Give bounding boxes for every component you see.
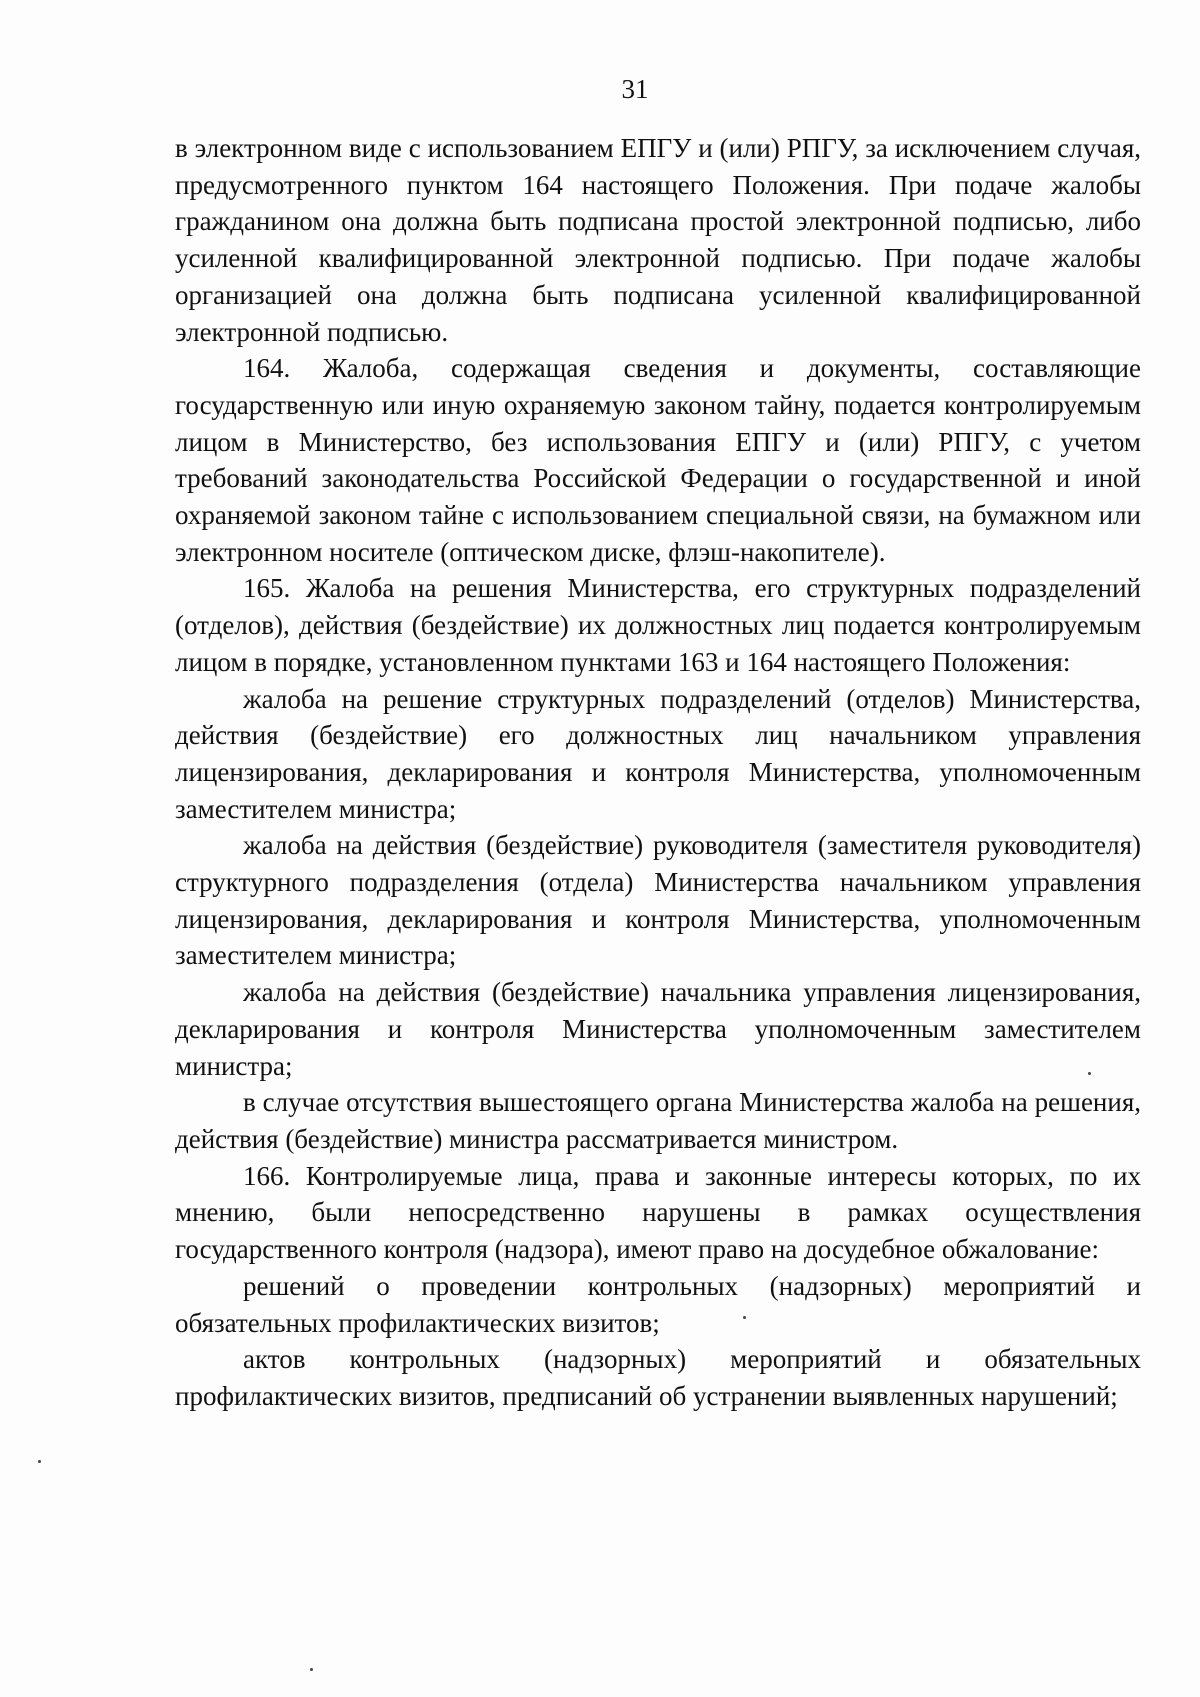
page-number: 31 bbox=[621, 74, 649, 104]
paragraph-164: 164. Жалоба, содержащая сведения и документы, составляющие государственную или иную охраняемую законом тайну, подается контролируемым лицом в Министерство, без использования ЕПГУ и (или) РПГУ, с учетом требований законодательства Российской Федерации о государственной и иной охраняемой законом тайне с использованием специальной связи, на бумажном или электронном носителе (оптическом диске, флэш-накопителе). bbox=[175, 353, 1141, 567]
scan-speck bbox=[743, 1316, 746, 1319]
document-body bbox=[175, 130, 1141, 1415]
scan-speck bbox=[38, 1460, 41, 1463]
paragraph-continuation: в электронном виде с использованием ЕПГУ и (или) РПГУ, за исключением случая, предусмотренного пунктом 164 настоящего Положения. При подаче жалобы гражданином она должна быть подписана простой электронной подписью, либо усиленной квалифицированной электронной подписью. При подаче жалобы организацией она должна быть подписана усиленной квалифицированной электронной подписью. bbox=[175, 133, 1141, 347]
list-item: решений о проведении контрольных (надзорных) мероприятий и обязательных профилактических визитов; bbox=[175, 1270, 1141, 1338]
list-item: актов контрольных (надзорных) мероприятий и обязательных профилактических визитов, предписаний об устранении выявленных нарушений; bbox=[175, 1344, 1141, 1411]
list-item: жалоба на действия (бездействие) руководителя (заместителя руководителя) структурного подразделения (отдела) Министерства начальником управления лицензирования, декларирования и контроля Министерства, уполномоченным заместителем министра; bbox=[175, 830, 1141, 971]
list-item: жалоба на решение структурных подразделений (отделов) Министерства, действия (бездействие) его должностных лиц начальником управления лицензирования, декларирования и контроля Министерства, уполномоченным заместителем министра; bbox=[175, 683, 1141, 824]
paragraph-166: 166. Контролируемые лица, права и законные интересы которых, по их мнению, были непосредственно нарушены в рамках осуществления государственного контроля (надзора), имеют право на досудебное обжалование: bbox=[175, 1160, 1141, 1265]
paragraph-165: 165. Жалоба на решения Министерства, его структурных подразделений (отделов), действия (бездействие) их должностных лиц подается контролируемым лицом в порядке, установленном пунктами 163 и 164 настоящего Положения: bbox=[175, 573, 1141, 677]
scan-speck bbox=[1088, 1072, 1091, 1075]
list-item: жалоба на действия (бездействие) начальника управления лицензирования, декларирования и контроля Министерства уполномоченным заместителем министра; bbox=[175, 977, 1141, 1081]
list-item: в случае отсутствия вышестоящего органа Министерства жалоба на решения, действия (бездействие) министра рассматривается министром. bbox=[175, 1087, 1141, 1154]
scan-speck bbox=[310, 1668, 313, 1671]
